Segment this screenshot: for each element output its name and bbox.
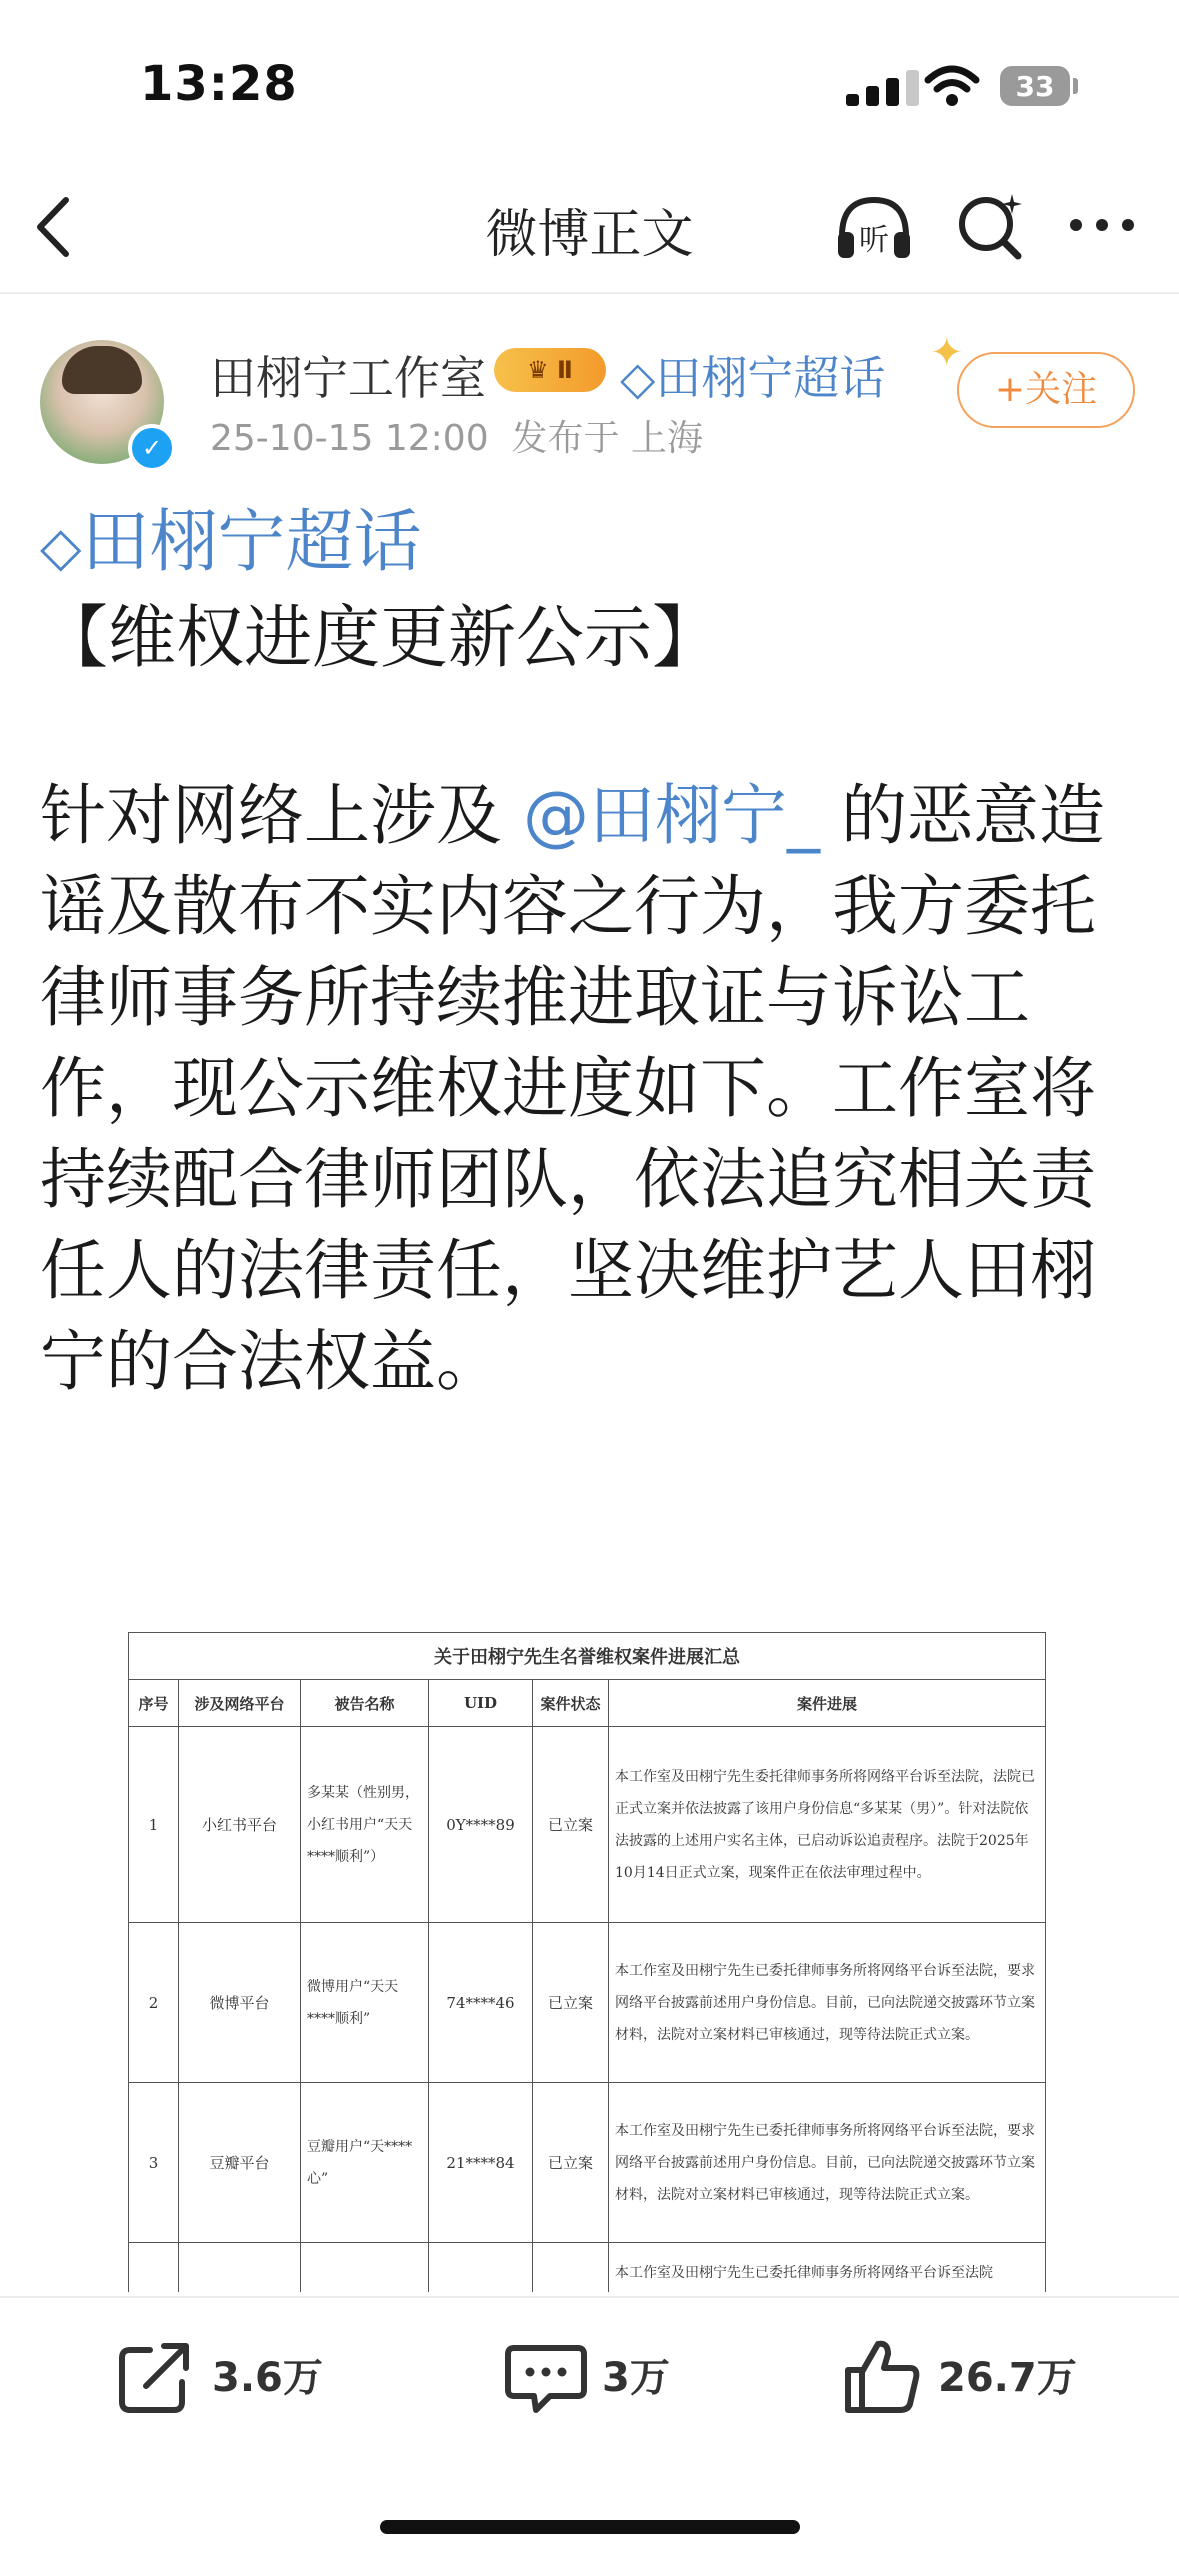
cell-platform: 微博平台 — [179, 1923, 301, 2083]
comment-icon — [504, 2336, 588, 2420]
share-count: 3.6万 — [212, 2355, 323, 2401]
post-paragraph — [40, 770, 1140, 1407]
cell-no — [129, 2243, 179, 2293]
cell-no: 3 — [129, 2083, 179, 2243]
page-title: 微博正文 — [485, 205, 694, 265]
cell-status: 已立案 — [533, 1923, 609, 2083]
table-header: 被告名称 — [301, 1680, 429, 1727]
table-header: 案件状态 — [533, 1680, 609, 1727]
cell-platform: 豆瓣平台 — [179, 2083, 301, 2243]
para-text: 的恶意造谣及散布不实内容之行为，我方委托律师事务所持续推进取证与诉讼工作，现公示维权进度如下。工作室将持续配合律师团队，依法追究相关责任人的法律责任，坚决维护艺人田栩宁的合法权益。 — [40, 777, 1105, 1400]
cell-progress: 本工作室及田栩宁先生已委托律师事务所将网络平台诉至法院，要求网络平台披露前述用户身份信息。目前，已向法院递交披露环节立案材料，法院对立案材料已审核通过，现等待法院正式立案。 — [609, 2083, 1046, 2243]
cell-defendant: 豆瓣用户“天****心” — [301, 2083, 429, 2243]
battery-level: 33 — [1015, 70, 1055, 103]
para-text: 针对网络上涉及 — [40, 777, 523, 854]
post-heading: 【维权进度更新公示】 — [40, 599, 721, 678]
cell-status — [533, 2243, 609, 2293]
cell-no: 1 — [129, 1727, 179, 1923]
table-row — [129, 2083, 1046, 2243]
post-image-document[interactable] — [128, 1632, 1046, 2292]
like-icon — [840, 2334, 924, 2418]
signal-icon — [846, 70, 922, 106]
battery-cap — [1073, 78, 1078, 94]
table-header: 涉及网络平台 — [179, 1680, 301, 1727]
svg-text:听: 听 — [859, 223, 889, 258]
cell-defendant — [301, 2243, 429, 2293]
gem-icon: ◇ — [40, 515, 82, 578]
nav-divider — [0, 292, 1179, 294]
search-icon[interactable] — [952, 188, 1032, 268]
table-header: 案件进展 — [609, 1680, 1046, 1727]
vip-badge — [494, 348, 606, 392]
doc-title: 关于田栩宁先生名誉维权案件进展汇总 — [129, 1633, 1046, 1680]
like-count: 26.7万 — [938, 2355, 1077, 2401]
comment-count: 3万 — [602, 2355, 670, 2401]
cell-uid: 0Y****89 — [429, 1727, 533, 1923]
table-row — [129, 2243, 1046, 2293]
cell-defendant: 微博用户“天天****顺利” — [301, 1923, 429, 2083]
wifi-icon — [924, 64, 980, 108]
mention-link[interactable]: @田栩宁_ — [522, 777, 820, 854]
cell-platform — [179, 2243, 301, 2293]
cell-uid: 21****84 — [429, 2083, 533, 2243]
comment-button[interactable] — [500, 2322, 700, 2432]
more-icon[interactable] — [1066, 210, 1138, 240]
cell-platform: 小红书平台 — [179, 1727, 301, 1923]
post-topic-label: 田栩宁超话 — [81, 503, 422, 582]
author-topic-label: 田栩宁超话 — [655, 351, 886, 405]
cell-no: 2 — [129, 1923, 179, 2083]
status-time: 13:28 — [140, 56, 298, 112]
post-location: 发布于 上海 — [511, 418, 703, 459]
cell-uid — [429, 2243, 533, 2293]
post-date: 25-10-15 12:00 — [210, 418, 489, 459]
author-name[interactable]: 田栩宁工作室 — [210, 351, 486, 405]
post-topic-link[interactable] — [40, 488, 422, 585]
crown-icon: ♛ — [527, 356, 549, 384]
home-indicator[interactable] — [380, 2520, 800, 2534]
vip-level: Ⅱ — [557, 356, 573, 384]
battery-icon — [1000, 66, 1070, 106]
cell-progress: 本工作室及田栩宁先生委托律师事务所将网络平台诉至法院，法院已正式立案并依法披露了该用户身份信息“多某某（男）”。针对法院依法披露的上述用户实名主体，已启动诉讼追责程序。法院于2025年10月14日正式立案，现案件正在依法审理过程中。 — [609, 1727, 1046, 1923]
post-meta — [210, 410, 703, 461]
sparkle-icon: ✦ — [930, 330, 964, 376]
cell-progress: 本工作室及田栩宁先生已委托律师事务所将网络平台诉至法院，要求网络平台披露前述用户身份信息。目前，已向法院递交披露环节立案材料，法院对立案材料已审核通过，现等待法院正式立案。 — [609, 1923, 1046, 2083]
table-header: UID — [429, 1680, 533, 1727]
follow-button[interactable]: +关注 — [957, 352, 1135, 428]
author-topic-link[interactable] — [620, 342, 885, 408]
gem-icon: ◇ — [620, 351, 656, 405]
verified-icon: ✓ — [128, 424, 176, 472]
cell-progress: 本工作室及田栩宁先生已委托律师事务所将网络平台诉至法院 — [609, 2243, 1046, 2293]
listen-icon[interactable] — [832, 186, 916, 270]
action-bar-divider — [0, 2296, 1179, 2298]
case-table — [128, 1632, 1046, 2292]
table-row — [129, 1923, 1046, 2083]
table-header: 序号 — [129, 1680, 179, 1727]
cell-status: 已立案 — [533, 2083, 609, 2243]
cell-uid: 74****46 — [429, 1923, 533, 2083]
cell-defendant: 多某某（性别男，小红书用户“天天****顺利”） — [301, 1727, 429, 1923]
share-icon — [116, 2336, 196, 2416]
table-row — [129, 1727, 1046, 1923]
cell-status: 已立案 — [533, 1727, 609, 1923]
